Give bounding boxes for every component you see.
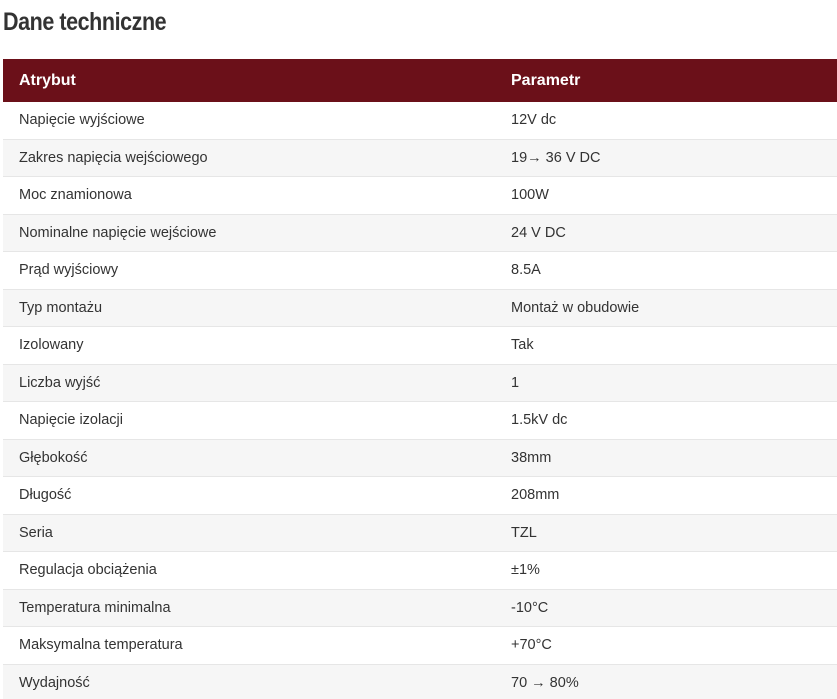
parameter-cell: 38mm [511,449,552,466]
parameter-cell: +70°C [511,637,552,654]
attribute-cell: Długość [19,487,72,504]
technical-data-table [3,59,837,699]
parameter-cell: 24 V DC [511,224,566,241]
header-attribute: Atrybut [19,71,76,89]
table-row [3,552,837,590]
parameter-cell: 19→ 36 V DC [511,149,601,166]
attribute-cell: Napięcie wyjściowe [19,112,145,129]
parameter-cell: 1.5kV dc [511,412,568,429]
attribute-cell: Maksymalna temperatura [19,637,183,654]
table-body [3,102,837,699]
parameter-cell: Tak [511,337,534,354]
table-row [3,627,837,665]
table-row [3,365,837,403]
attribute-cell: Seria [19,524,53,541]
parameter-cell: -10°C [511,599,549,616]
table-row [3,290,837,328]
table-row [3,590,837,628]
parameter-cell: 12V dc [511,112,557,129]
parameter-cell: 70 → 80% [511,674,579,691]
table-row [3,215,837,253]
table-row [3,252,837,290]
attribute-cell: Prąd wyjściowy [19,262,119,279]
parameter-cell: 1 [511,374,520,391]
table-row [3,402,837,440]
attribute-cell: Zakres napięcia wejściowego [19,149,208,166]
header-parameter: Parametr [511,71,581,89]
parameter-cell: ±1% [511,562,540,579]
table-row [3,177,837,215]
parameter-cell: Montaż w obudowie [511,299,640,316]
attribute-cell: Wydajność [19,674,90,691]
attribute-cell: Napięcie izolacji [19,412,123,429]
parameter-cell: 100W [511,187,549,204]
table-header [3,59,837,102]
table-row [3,440,837,478]
table-row [3,140,837,178]
table-row [3,102,837,140]
attribute-cell: Izolowany [19,337,84,354]
table-row [3,665,837,699]
attribute-cell: Liczba wyjść [19,374,101,391]
attribute-cell: Głębokość [19,449,88,466]
parameter-cell: 8.5A [511,262,541,279]
table-row [3,327,837,365]
parameter-cell: 208mm [511,487,560,504]
attribute-cell: Typ montażu [19,299,103,316]
parameter-cell: TZL [511,524,537,541]
attribute-cell: Nominalne napięcie wejściowe [19,224,217,241]
attribute-cell: Regulacja obciążenia [19,562,157,579]
attribute-cell: Moc znamionowa [19,187,132,204]
table-row [3,515,837,553]
attribute-cell: Temperatura minimalna [19,599,171,616]
table-row [3,477,837,515]
section-title: Dane techniczne [3,8,167,36]
